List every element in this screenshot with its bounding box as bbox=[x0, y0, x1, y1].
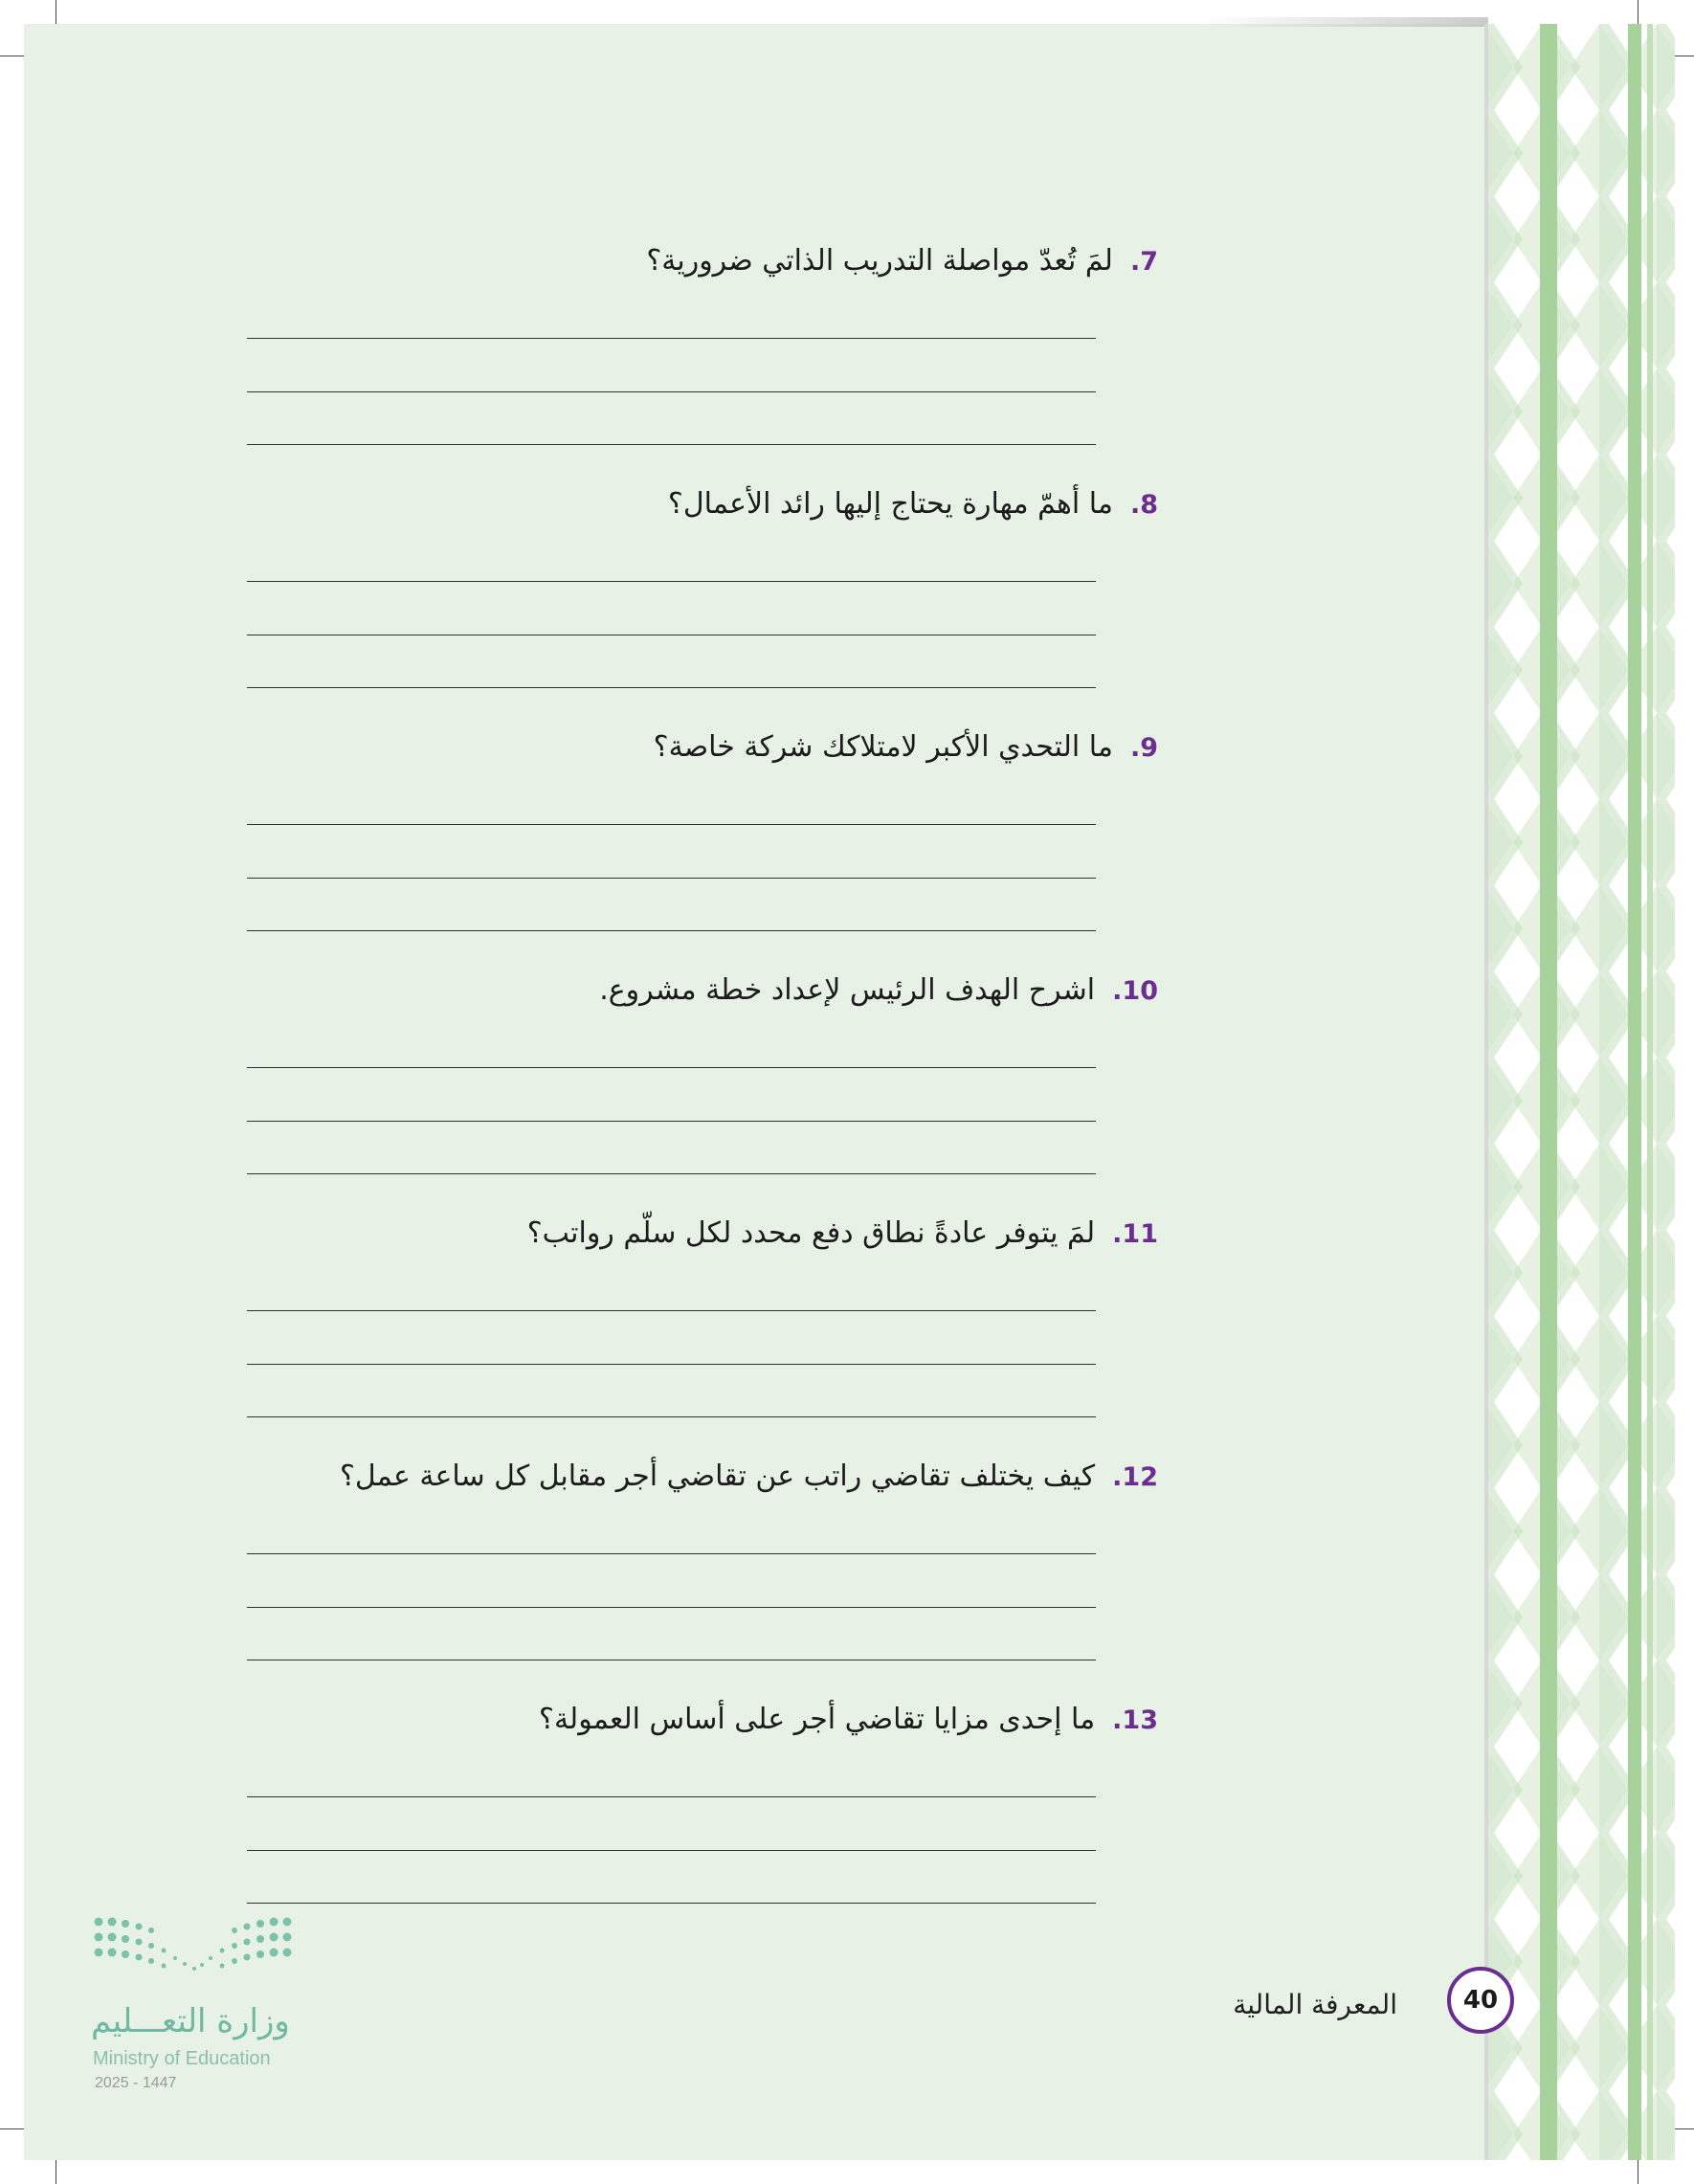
question-text: ما أهمّ مهارة يحتاج إليها رائد الأعمال؟ bbox=[667, 487, 1113, 521]
answer-line[interactable] bbox=[247, 1173, 1096, 1174]
page-number-badge bbox=[1447, 1967, 1514, 2034]
page-number: 40 bbox=[1462, 1986, 1499, 2015]
question-13 bbox=[105, 1703, 1158, 1736]
answer-line[interactable] bbox=[247, 1121, 1096, 1122]
answer-line[interactable] bbox=[247, 1850, 1096, 1851]
question-number: 9. bbox=[1129, 733, 1158, 763]
question-7 bbox=[105, 244, 1158, 278]
question-number: 10. bbox=[1112, 976, 1158, 1006]
ministry-name-english: Ministry of Education bbox=[93, 2048, 271, 2069]
question-11 bbox=[105, 1216, 1158, 1250]
answer-line[interactable] bbox=[247, 1903, 1096, 1904]
book-title: المعرفة المالية bbox=[1233, 1989, 1397, 2020]
question-12 bbox=[105, 1460, 1158, 1493]
answer-line[interactable] bbox=[247, 391, 1096, 392]
edition-year: 2025 - 1447 bbox=[95, 2075, 177, 2091]
question-text: اشرح الهدف الرئيس لإعداد خطة مشروع. bbox=[599, 973, 1096, 1007]
question-text: لمَ تُعدّ مواصلة التدريب الذاتي ضرورية؟ bbox=[646, 244, 1113, 278]
ministry-name-arabic: وزارة التعـــليم bbox=[91, 2002, 290, 2040]
ministry-logo-dots bbox=[91, 1914, 321, 2000]
answer-line[interactable] bbox=[247, 1364, 1096, 1365]
answer-line[interactable] bbox=[247, 824, 1096, 825]
question-number: 8. bbox=[1129, 490, 1158, 520]
answer-line[interactable] bbox=[247, 1796, 1096, 1797]
question-number: 11. bbox=[1112, 1219, 1158, 1249]
question-number: 12. bbox=[1112, 1462, 1158, 1492]
answer-line[interactable] bbox=[247, 581, 1096, 582]
decorative-border bbox=[1484, 24, 1675, 2160]
question-number: 13. bbox=[1112, 1705, 1158, 1735]
question-8 bbox=[105, 487, 1158, 521]
question-text: ما التحدي الأكبر لامتلاكك شركة خاصة؟ bbox=[653, 730, 1113, 764]
answer-line[interactable] bbox=[247, 1553, 1096, 1554]
answer-line[interactable] bbox=[247, 338, 1096, 339]
worksheet-page bbox=[24, 24, 1484, 2160]
question-text: لمَ يتوفر عادةً نطاق دفع محدد لكل سلّم رواتب؟ bbox=[526, 1216, 1096, 1250]
answer-line[interactable] bbox=[247, 1607, 1096, 1608]
answer-line[interactable] bbox=[247, 1416, 1096, 1417]
question-9 bbox=[105, 730, 1158, 764]
answer-line[interactable] bbox=[247, 687, 1096, 688]
answer-line[interactable] bbox=[247, 1067, 1096, 1068]
answer-line[interactable] bbox=[247, 878, 1096, 879]
question-10 bbox=[105, 973, 1158, 1007]
answer-line[interactable] bbox=[247, 930, 1096, 931]
question-text: كيف يختلف تقاضي راتب عن تقاضي أجر مقابل كل ساعة عمل؟ bbox=[339, 1460, 1096, 1493]
page-edge-shadow bbox=[1201, 17, 1488, 27]
answer-line[interactable] bbox=[247, 1310, 1096, 1311]
question-text: ما إحدى مزايا تقاضي أجر على أساس العمولة؟ bbox=[539, 1703, 1096, 1736]
question-number: 7. bbox=[1129, 247, 1158, 277]
answer-line[interactable] bbox=[247, 444, 1096, 445]
